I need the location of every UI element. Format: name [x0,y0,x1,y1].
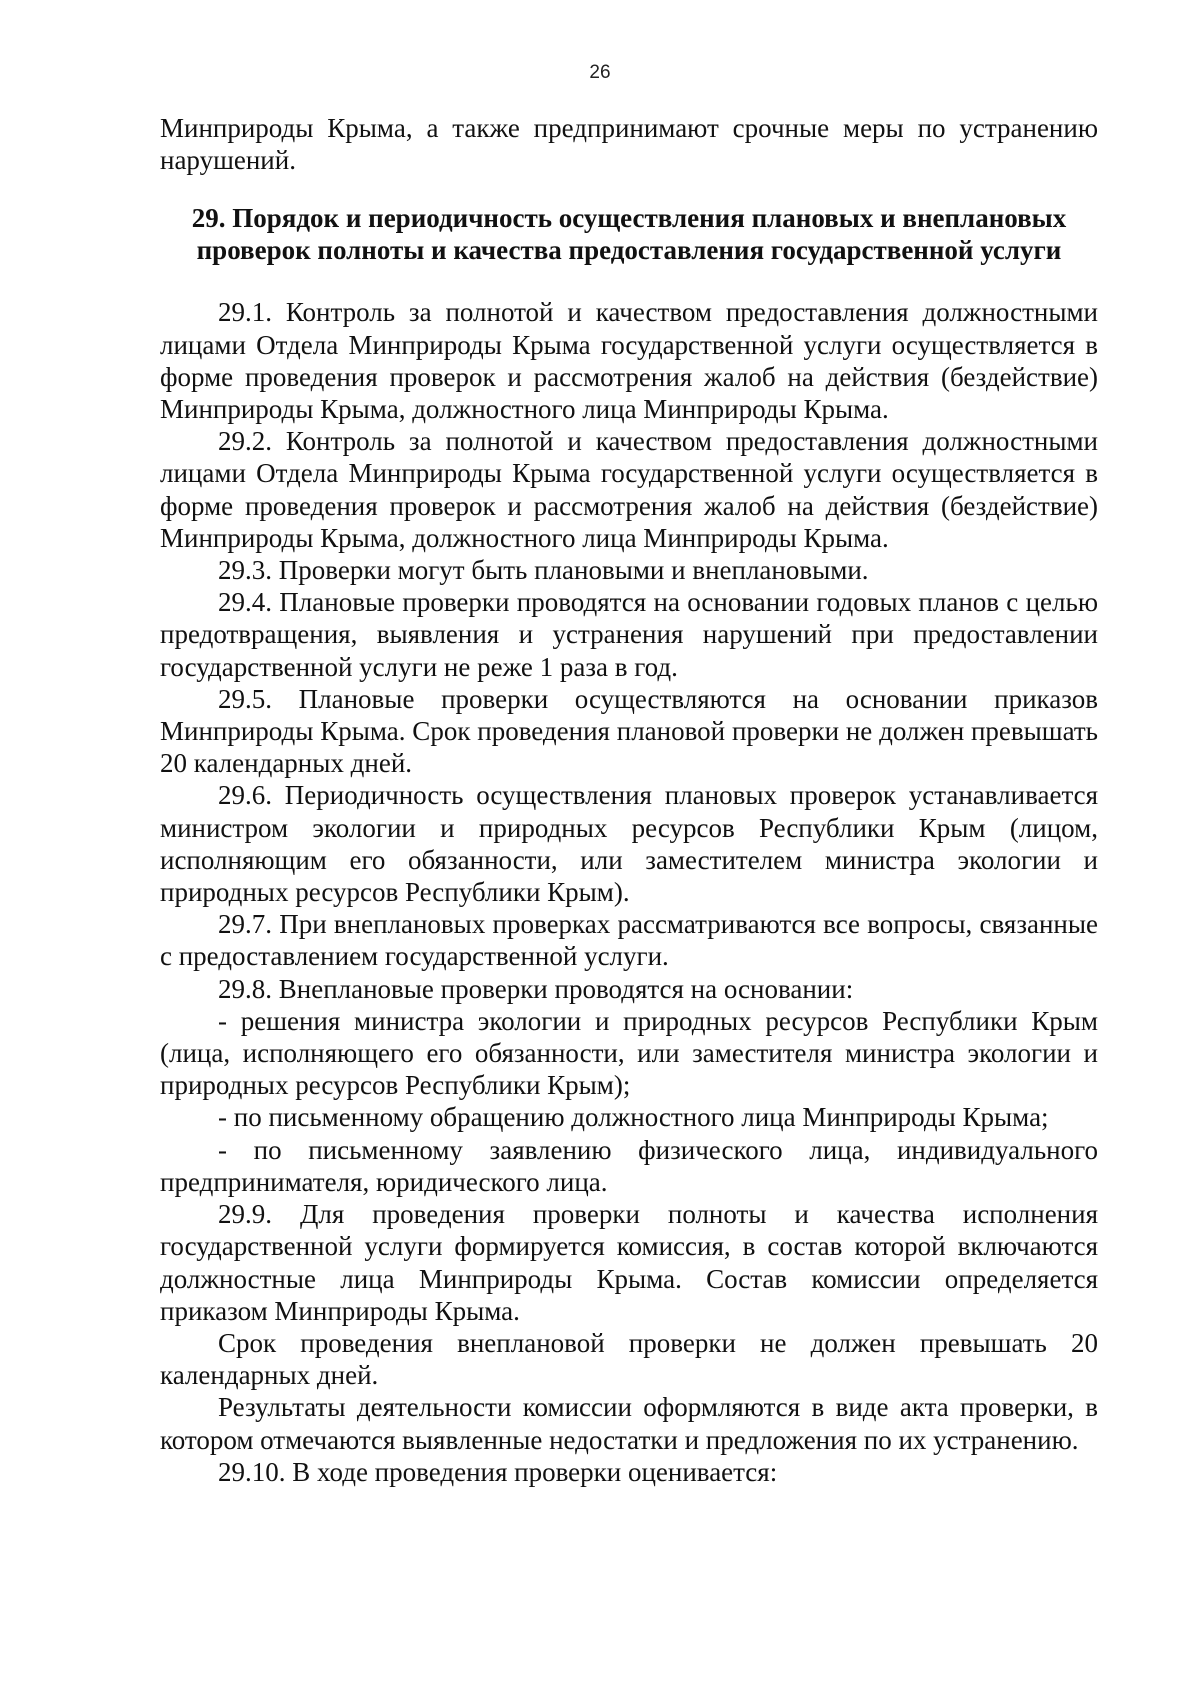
list-item-official-request: - по письменному обращению должностного лица Минприроды Крыма; [218,1102,1049,1133]
paragraph-29-5: 29.5. Плановые проверки осуществляются на основании приказов Минприроды Крыма. Срок проведения плановой проверки не должен превышать 20 календарных дней. [160,683,1098,779]
paragraph-29-2: 29.2. Контроль за полнотой и качеством предоставления должностными лицами Отдела Минприроды Крыма государственной услуги осуществляется в форме проведения проверок и рассмотрения жалоб на действия (бездействие) Минприроды Крыма, должностного лица Минприроды Крыма. [160,426,1098,553]
paragraph-29-1: 29.1. Контроль за полнотой и качеством предоставления должностными лицами Отдела Минприроды Крыма государственной услуги осуществляется в форме проведения проверок и рассмотрения жалоб на действия (бездействие) Минприроды Крыма, должностного лица Минприроды Крыма. [160,297,1098,425]
paragraph-29-4: 29.4. Плановые проверки проводятся на основании годовых планов с целью предотвращения, выявления и устранения нарушений при предоставлении государственной услуги не реже 1 раза в год. [160,587,1098,682]
section-heading: 29. Порядок и периодичность осуществления плановых и внеплановых проверок полноты и качества предоставления государственной услуги [191,203,1067,266]
paragraph-inspection-term: Срок проведения внеплановой проверки не должен превышать 20 календарных дней. [160,1327,1098,1391]
paragraph-29-10: 29.10. В ходе проведения проверки оценивается: [218,1456,778,1487]
page-number: 26 [589,62,611,83]
paragraph-29-9: 29.9. Для проведения проверки полноты и качества исполнения государственной услуги формируется комиссия, в состав которой включаются должностные лица Минприроды Крыма. Состав комиссии определяется приказом Минприроды Крыма. [160,1199,1098,1326]
paragraph-29-8: 29.8. Внеплановые проверки проводятся на основании: [218,973,854,1004]
paragraph-29-3: 29.3. Проверки могут быть плановыми и внеплановыми. [218,555,869,586]
paragraph-29-6: 29.6. Периодичность осуществления плановых проверок устанавливается министром экологии и природных ресурсов Республики Крым (лицом, исполняющим его обязанности, или заместителем министра экологии и природных ресурсов Республики Крым). [160,780,1098,908]
intro-paragraph: Минприроды Крыма, а также предпринимают срочные меры по устранению нарушений. [160,113,1098,176]
paragraph-commission-results: Результаты деятельности комиссии оформляются в виде акта проверки, в котором отмечаются выявленные недостатки и предложения по их устранению. [160,1392,1098,1455]
document-body [160,112,1098,1488]
list-item-minister-decision: - решения министра экологии и природных ресурсов Республики Крым (лица, исполняющего его обязанности, или заместителя министра экологии и природных ресурсов Республики Крым); [160,1005,1098,1101]
list-item-written-application: - по письменному заявлению физического лица, индивидуального предпринимателя, юридического лица. [160,1134,1098,1197]
paragraph-29-7: 29.7. При внеплановых проверках рассматриваются все вопросы, связанные с предоставлением государственной услуги. [160,909,1098,972]
